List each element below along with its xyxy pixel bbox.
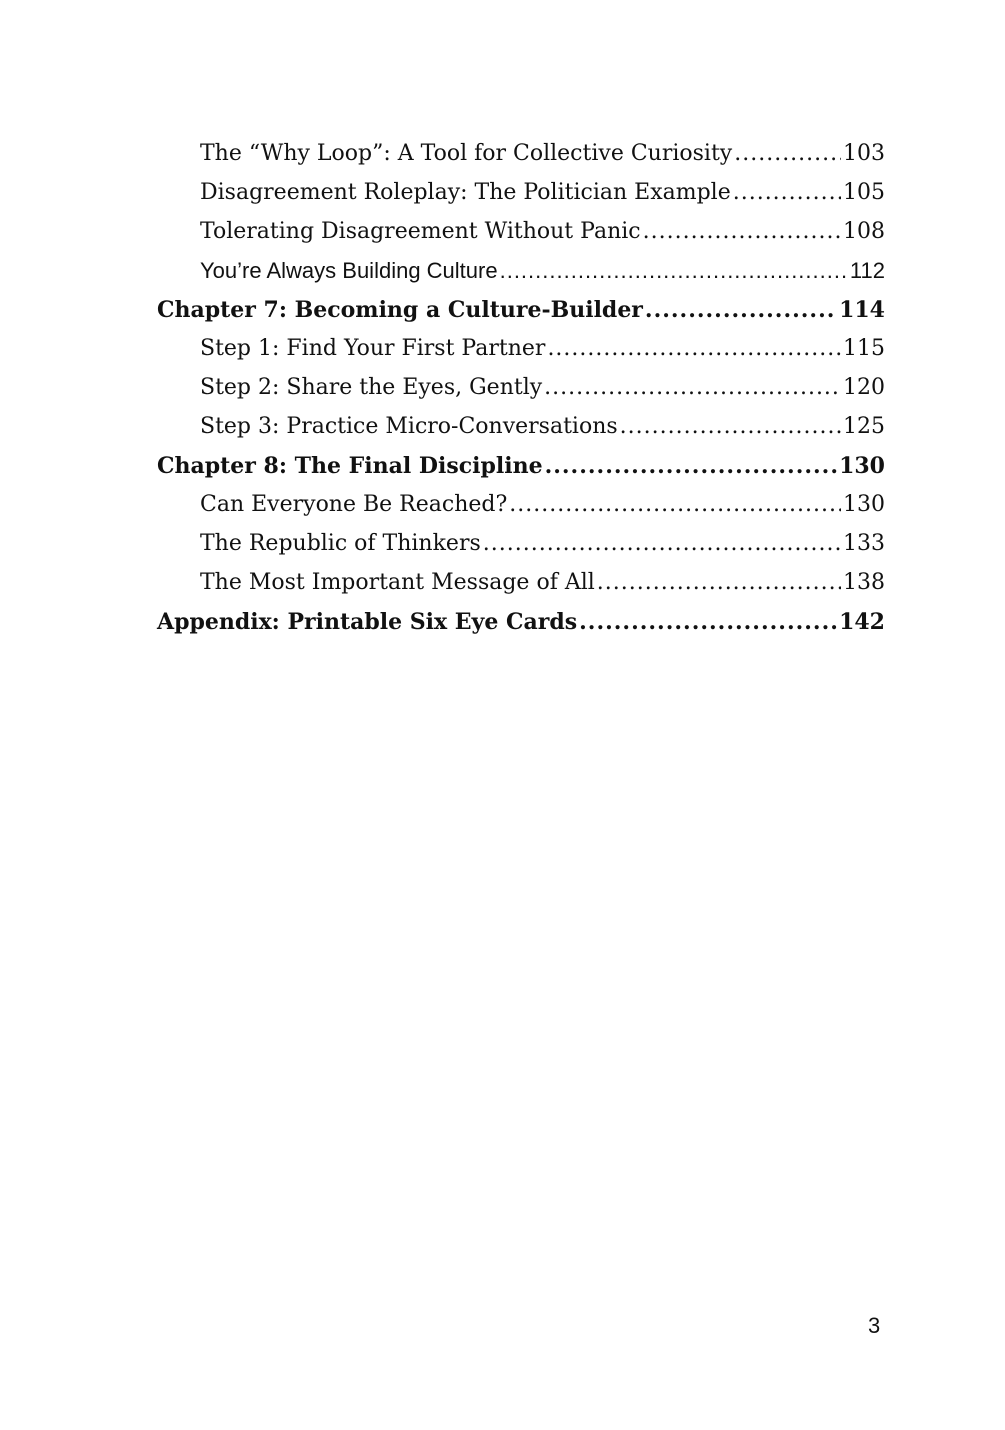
toc-chapter-entry (157, 450, 885, 482)
toc-entry (200, 216, 885, 248)
toc-entry-page: 105 (843, 180, 885, 205)
toc-entry (200, 138, 885, 170)
toc-entry-title: Can Everyone Be Reached? (200, 492, 508, 517)
toc-dot-leader (733, 177, 841, 209)
toc-dot-leader (597, 567, 841, 599)
toc-entry-page: 142 (839, 609, 885, 635)
page-number: 3 (868, 1313, 881, 1338)
toc-entry-page: 103 (843, 141, 885, 166)
toc-entry-title: The Most Important Message of All (200, 570, 595, 595)
toc-entry-title: Chapter 8: The Final Discipline (157, 453, 543, 479)
toc-entry (200, 567, 885, 599)
toc-dot-leader (645, 294, 837, 326)
toc-entry-title: Disagreement Roleplay: The Politician Example (200, 180, 731, 205)
toc-entry-page: 108 (843, 219, 885, 244)
toc-entry-page: 112 (849, 258, 885, 283)
toc-entry (200, 489, 885, 521)
toc-entry-title: Step 1: Find Your First Partner (200, 336, 546, 361)
toc-entry-page: 133 (843, 531, 885, 556)
toc-entry-page: 114 (839, 297, 885, 323)
toc-entry-title: The “Why Loop”: A Tool for Collective Curiosity (200, 141, 733, 166)
toc-entry-page: 130 (839, 453, 885, 479)
toc-entry-page: 120 (843, 375, 885, 400)
toc-appendix-entry (157, 606, 885, 638)
toc-entry (200, 333, 885, 365)
toc-entry-title: Chapter 7: Becoming a Culture-Builder (157, 297, 643, 323)
toc-entry (200, 411, 885, 443)
toc-entry-title: Step 3: Practice Micro-Conversations (200, 414, 618, 439)
toc-dot-leader (545, 450, 837, 482)
toc-entry-page: 138 (843, 570, 885, 595)
toc-entry (200, 372, 885, 404)
toc-entry-title: Appendix: Printable Six Eye Cards (157, 609, 578, 635)
toc-dot-leader (643, 216, 841, 248)
toc-dot-leader (547, 333, 841, 365)
toc-dot-leader (509, 489, 841, 521)
toc-entry-page: 115 (843, 336, 885, 361)
toc-dot-leader (544, 372, 841, 404)
toc-chapter-entry (157, 294, 885, 326)
toc-entry-page: 125 (843, 414, 885, 439)
toc-entry-title: The Republic of Thinkers (200, 531, 481, 556)
toc-entry-title: Tolerating Disagreement Without Panic (200, 219, 641, 244)
toc-dot-leader (483, 528, 841, 560)
toc-entry-title: Step 2: Share the Eyes, Gently (200, 375, 543, 400)
toc-dot-leader (620, 411, 841, 443)
toc-dot-leader (734, 138, 841, 170)
toc-entry-title: You’re Always Building Culture (200, 258, 498, 283)
toc-entry (200, 528, 885, 560)
toc-dot-leader (500, 255, 848, 287)
toc-entry (200, 255, 885, 287)
toc-entry-page: 130 (843, 492, 885, 517)
toc-entry (200, 177, 885, 209)
toc-dot-leader (579, 606, 837, 638)
